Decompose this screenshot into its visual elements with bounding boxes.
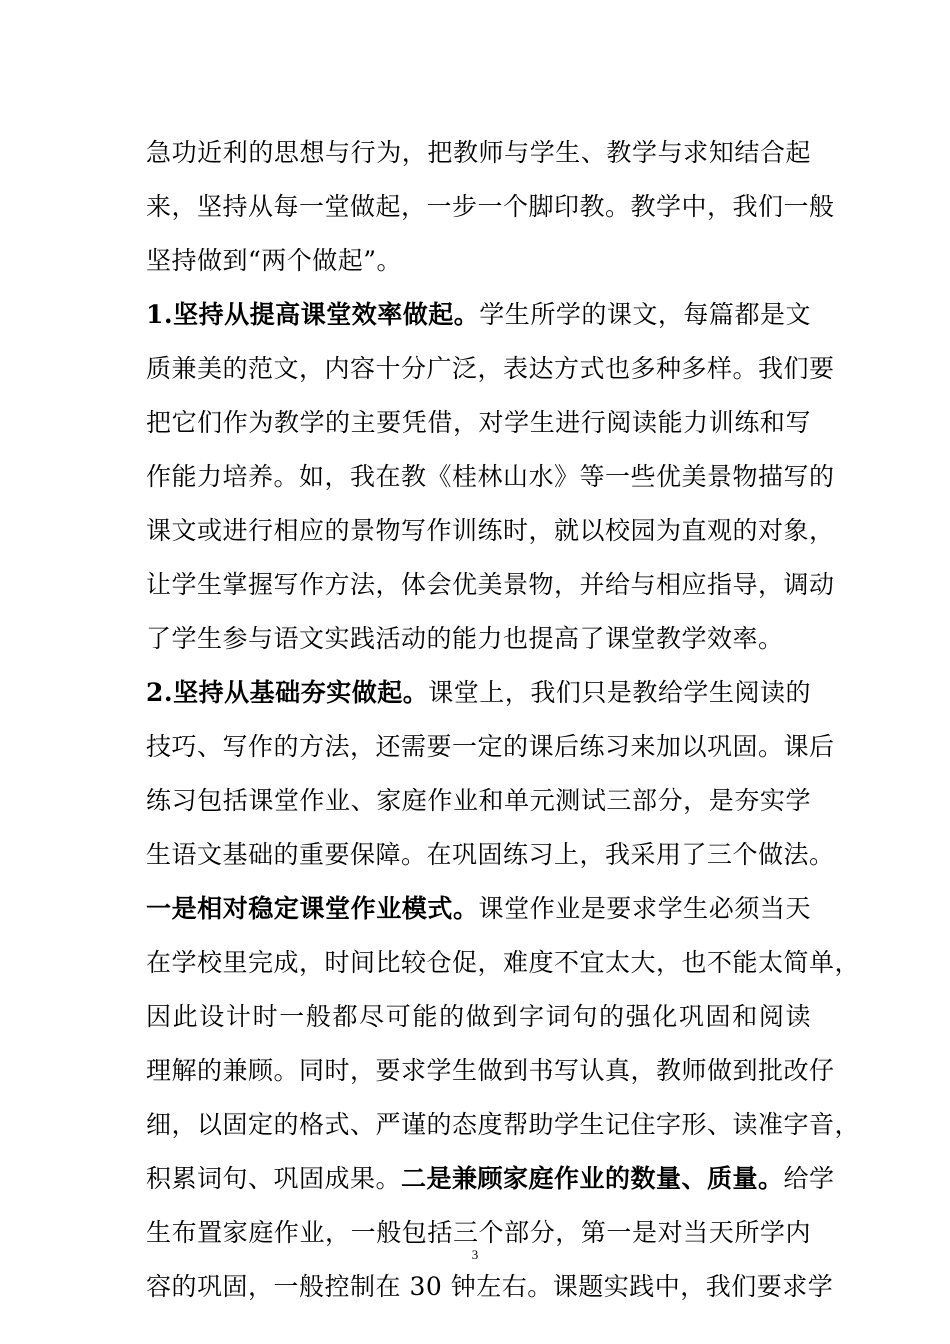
bold-heading-run: 1.坚持从提高课堂效率做起。 (146, 300, 480, 329)
text-line (146, 396, 811, 450)
text-line (146, 828, 835, 882)
text-line (146, 720, 835, 774)
text-run: 练习包括课堂作业、家庭作业和单元测试三部分，是夯实学 (146, 786, 811, 815)
text-line (146, 126, 811, 180)
text-run: 生语文基础的重要保障。在巩固练习上，我采用了三个做法。 (146, 840, 835, 869)
page-number: 3 (471, 1247, 479, 1262)
text-run: 细，以固定的格式、严谨的态度帮助学生记住字形、读准字音， (146, 1110, 861, 1139)
text-line (146, 1152, 835, 1206)
text-line (146, 990, 811, 1044)
text-line (146, 342, 835, 396)
text-line (146, 1098, 861, 1152)
text-line (146, 1260, 834, 1314)
text-run: 来，坚持从每一堂做起，一步一个脚印教。教学中，我们一般 (146, 192, 835, 221)
text-run: 理解的兼顾。同时，要求学生做到书写认真，教师做到批改仔 (146, 1056, 835, 1085)
text-line (146, 558, 835, 612)
text-run: 因此设计时一般都尽可能的做到字词句的强化巩固和阅读 (146, 1002, 811, 1031)
text-run: 把它们作为教学的主要凭借，对学生进行阅读能力训练和写 (146, 408, 811, 437)
text-line (146, 288, 811, 342)
bold-heading-run: 二是兼顾家庭作业的数量、质量。 (401, 1164, 784, 1193)
text-line (146, 234, 811, 288)
text-line (146, 612, 811, 666)
text-line (146, 504, 835, 558)
text-run: 坚持做到“两个做起”。 (146, 246, 403, 275)
text-run: 在学校里完成，时间比较仓促，难度不宜太大，也不能太简单， (146, 948, 861, 977)
text-run: 生布置家庭作业，一般包括三个部分，第一是对当天所学内 (146, 1218, 811, 1247)
bold-heading-run: 2.坚持从基础夯实做起。 (146, 678, 429, 707)
text-line (146, 450, 835, 504)
text-run: 质兼美的范文，内容十分广泛，表达方式也多种多样。我们要 (146, 354, 835, 383)
text-line (146, 774, 811, 828)
text-run: 了学生参与语文实践活动的能力也提高了课堂教学效率。 (146, 624, 784, 653)
text-line (146, 666, 811, 720)
text-run: 让学生掌握写作方法，体会优美景物，并给与相应指导，调动 (146, 570, 835, 599)
text-line (146, 180, 835, 234)
body-text (146, 126, 861, 1314)
text-run: 作能力培养。如，我在教《桂林山水》等一些优美景物描写的 (146, 462, 835, 491)
text-run: 课堂上，我们只是教给学生阅读的 (428, 678, 811, 707)
text-line (146, 936, 861, 990)
text-run: 学生所学的课文，每篇都是文 (479, 300, 811, 329)
text-run: 技巧、写作的方法，还需要一定的课后练习来加以巩固。课后 (146, 732, 835, 761)
bold-heading-run: 一是相对稳定课堂作业模式。 (146, 894, 479, 923)
text-run: 急功近利的思想与行为，把教师与学生、教学与求知结合起 (146, 138, 811, 167)
text-run: 容的巩固，一般控制在 30 钟左右。课题实践中，我们要求学 (146, 1272, 834, 1301)
text-line (146, 882, 811, 936)
text-run: 课文或进行相应的景物写作训练时，就以校园为直观的对象， (146, 516, 835, 545)
text-run: 给学 (783, 1164, 835, 1193)
text-run: 积累词句、巩固成果。 (146, 1164, 402, 1193)
text-line (146, 1044, 835, 1098)
text-run: 课堂作业是要求学生必须当天 (478, 894, 811, 923)
